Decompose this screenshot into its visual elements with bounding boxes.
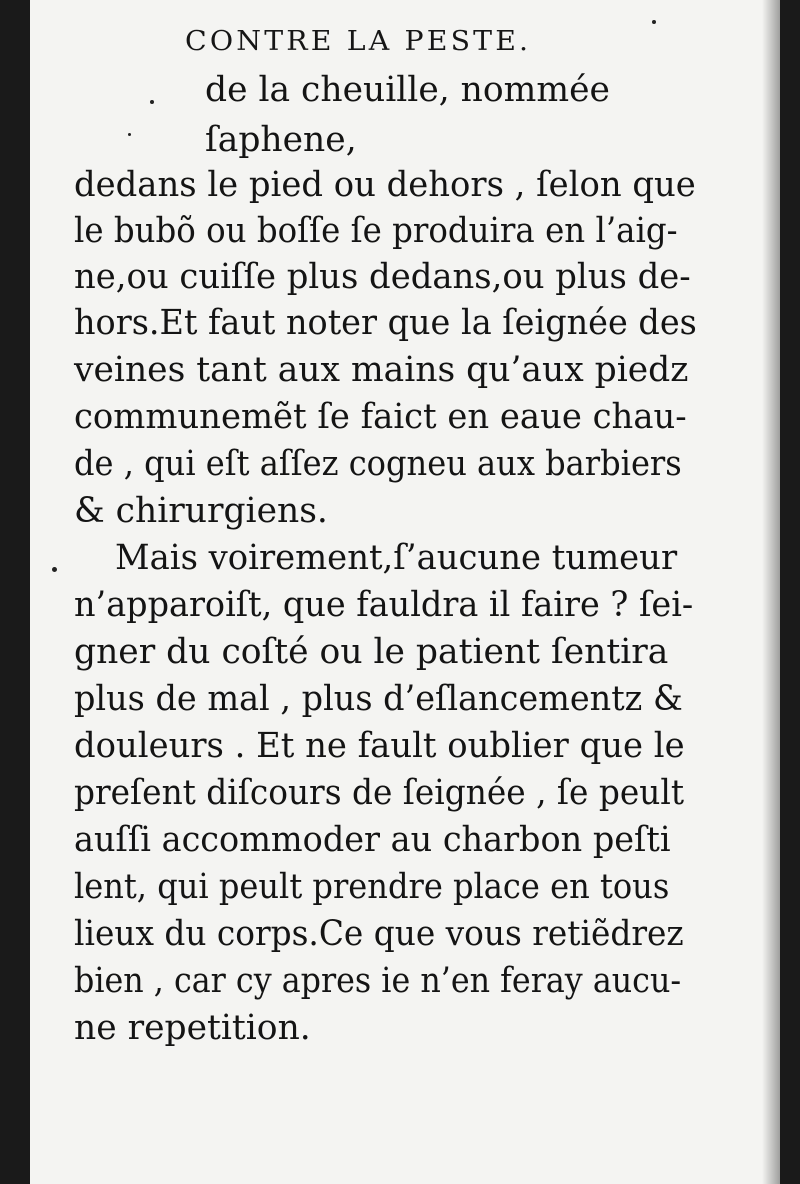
text-line: dedans le pied ou dehors , ſelon que [74,165,696,205]
text-line: lent, qui peult prendre place en tous [74,867,670,907]
text-line: douleurs . Et ne fault oublier que le [74,726,685,766]
ink-speck [52,567,57,572]
text-line: de la cheuille, nommée [205,70,610,110]
text-line: communemẽt ſe faict en eaue chau- [74,397,687,437]
text-line: de , qui eſt aſſez cogneu aux barbiers [74,444,682,484]
text-line: ſaphene, [205,120,357,160]
text-line: auſſi accommoder au charbon peſti [74,820,671,860]
page-edge-shadow [762,0,780,1184]
text-line: gner du coſté ou le patient ſentira [74,632,669,672]
text-line: ne,ou cuiſſe plus dedans,ou plus de- [74,257,691,297]
text-line: le bubõ ou boſſe ſe produira en l’aig- [74,211,678,251]
text-line: hors.Et faut noter que la ſeignée des [74,303,697,343]
text-line: ne repetition. [74,1008,311,1048]
running-head: CONTRE LA PESTE. [185,26,532,57]
book-page [30,0,780,1184]
text-line: plus de mal , plus d’eſlancementz & [74,679,683,719]
text-line: n’apparoiſt, que fauldra il faire ? ſei- [74,585,694,625]
text-line: lieux du corps.Ce que vous retiẽdrez [74,914,684,954]
text-line: preſent diſcours de ſeignée , ſe peult [74,773,684,813]
ink-speck [128,133,131,136]
text-line: Mais voirement,ſ’aucune tumeur [115,538,678,578]
text-line: bien , car cy apres ie n’en feray aucu- [74,961,682,1001]
ink-speck [150,100,154,104]
text-line: & chirurgiens. [74,491,328,531]
ink-speck [652,20,656,24]
text-line: veines tant aux mains qu’aux piedz [74,350,689,390]
